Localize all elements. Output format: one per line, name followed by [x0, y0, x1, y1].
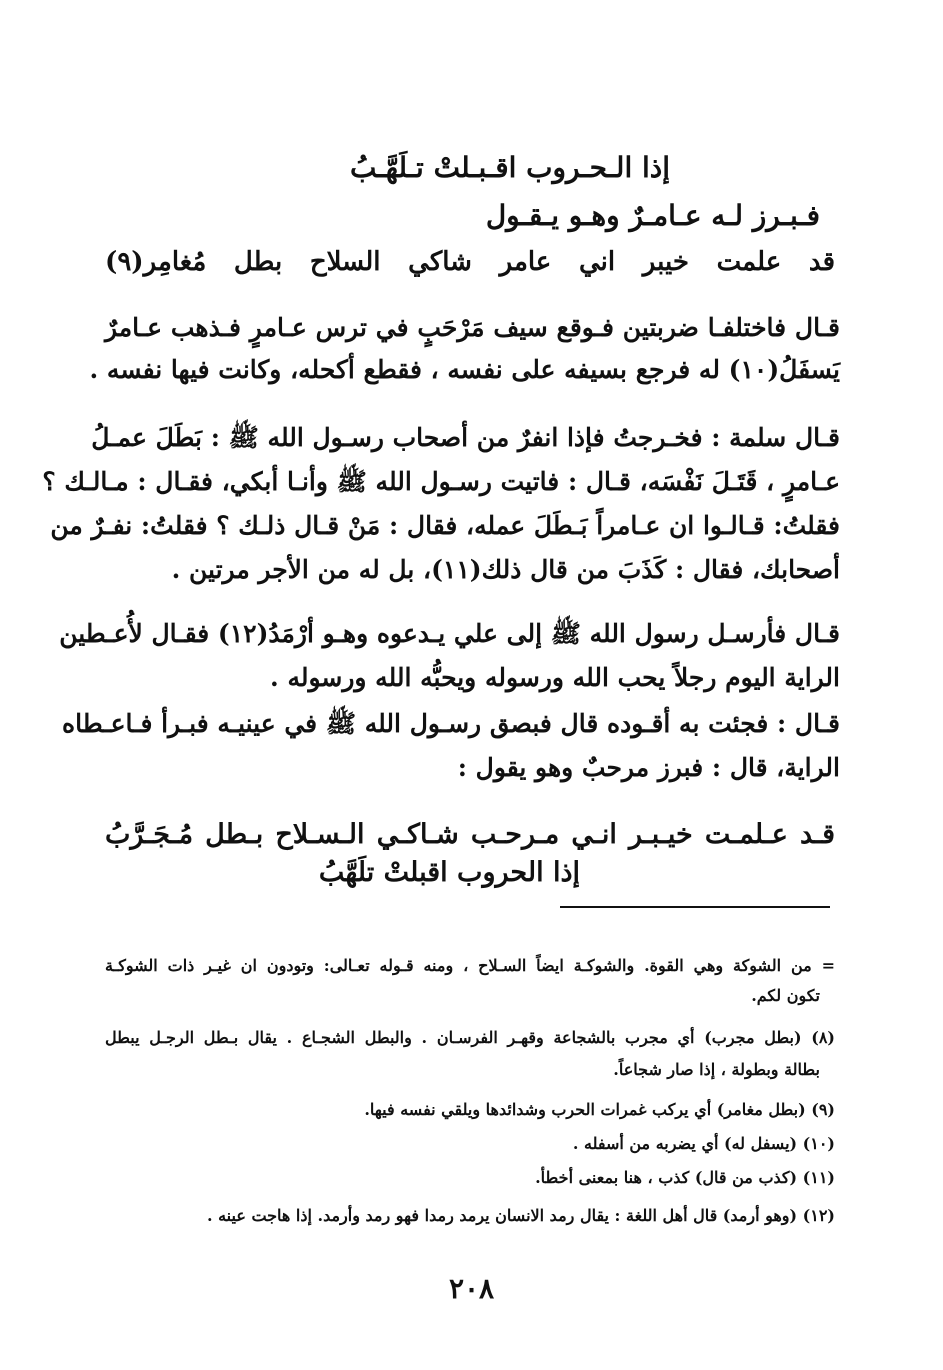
poem-verse-line: قد علمت خيبر اني عامر شاكي السلاح بطل مُغامِر(٩) — [105, 247, 835, 277]
footnote-line: (١٠) (يسفل له) أي يضربه من أسفله . — [572, 1134, 835, 1153]
paragraph-line: فقلتُ: قـالـوا ان عـامراً بَـطَلَ عمله، فقال : مَنْ قـال ذلـك ؟ فقلتُ: نفـرٌ من — [50, 511, 840, 540]
paragraph-line: يَسفَلُ(١٠) له فرجع بسيفه على نفسه ، فقطع أكحله، وكانت فيها نفسه . — [89, 355, 840, 384]
footnote-line: = من الشوكة وهي القوة. والشوكـة ايضاً السـلاح ، ومنه قـوله تعـالى: وتودون ان غيـر ذات الشوكـة — [105, 956, 835, 975]
paragraph-line: قـال : فجئت به أقـوده قال فبصق رسـول الله ﷺ في عينيـه فبـرأ فـاعـطاه — [62, 709, 840, 738]
footnote-separator — [560, 906, 830, 908]
footnote-line: (٩) (بطل مغامر) أي يركب غمرات الحرب وشدائدها ويلقي نفسه فيها. — [364, 1100, 835, 1119]
poem-hemistich-line: إذا الحروب اقبلتْ تلَهَّبُ — [318, 857, 580, 888]
paragraph-line: عـامرٍ ، قَتَـلَ نَفْسَه، قـال : فاتيت رسـول الله ﷺ وأنـا أبكي، فقـال : مـالـك ؟ — [42, 467, 840, 496]
page-number: ٢٠٨ — [448, 1272, 495, 1305]
paragraph-line: الراية، قال : فبرز مرحبٌ وهو يقول : — [457, 753, 840, 782]
footnote-line: بطالة وبطولة ، إذا صار شجاعاً. — [613, 1060, 820, 1079]
paragraph-line: قـال سلمة : فخـرجتُ فإذا انفرٌ من أصحاب رسـول الله ﷺ : بَطَلَ عمـلُ — [91, 423, 840, 452]
footnote-line: (١٢) (وهو أرمد) قال أهل اللغة : يقال رمد الانسان يرمد رمدا فهو رمد وأرمد. إذا هاجت عينه . — [206, 1206, 835, 1225]
footnote-line: (١١) (كذب من قال) كذب ، هنا بمعنى أخطأ. — [535, 1168, 835, 1187]
poem-hemistich-line: إذا الـحـروب اقـبـلتْ تـلَهَّـبُ — [349, 151, 670, 184]
poem-verse-line: قـد عـلمـت خيـبـر انـي مـرحـب شـاكـي الـسـلاح بـطل مُـجَـرَّبُ — [105, 819, 835, 850]
paragraph-line: الراية اليوم رجلاً يحب الله ورسوله ويحبُّه الله ورسوله . — [270, 663, 840, 692]
paragraph-line: قـال فأرسـل رسول الله ﷺ إلى علي يـدعوه وهـو أرْمَدُ(١٢) فقـال لأُعـطين — [59, 619, 840, 648]
poem-intro-line: فـبـرز لـه عـامـرٌ وهـو يـقـول — [485, 199, 820, 232]
footnote-line: تكون لكم. — [751, 986, 820, 1005]
footnote-line: (٨) (بطل مجرب) أي مجرب بالشجاعة وقهـر الفرسـان . والبطل الشجـاع . يقال بـطل الرجـل يبطل — [105, 1028, 835, 1047]
paragraph-line: أصحابك، فقال : كَذَبَ من قال ذلك(١١)، بل له من الأجر مرتين . — [171, 555, 840, 584]
paragraph-line: قـال فاختلفـا ضربتين فـوقع سيف مَرْحَبٍ في ترس عـامرٍ فـذهب عـامرٌ — [105, 313, 840, 342]
